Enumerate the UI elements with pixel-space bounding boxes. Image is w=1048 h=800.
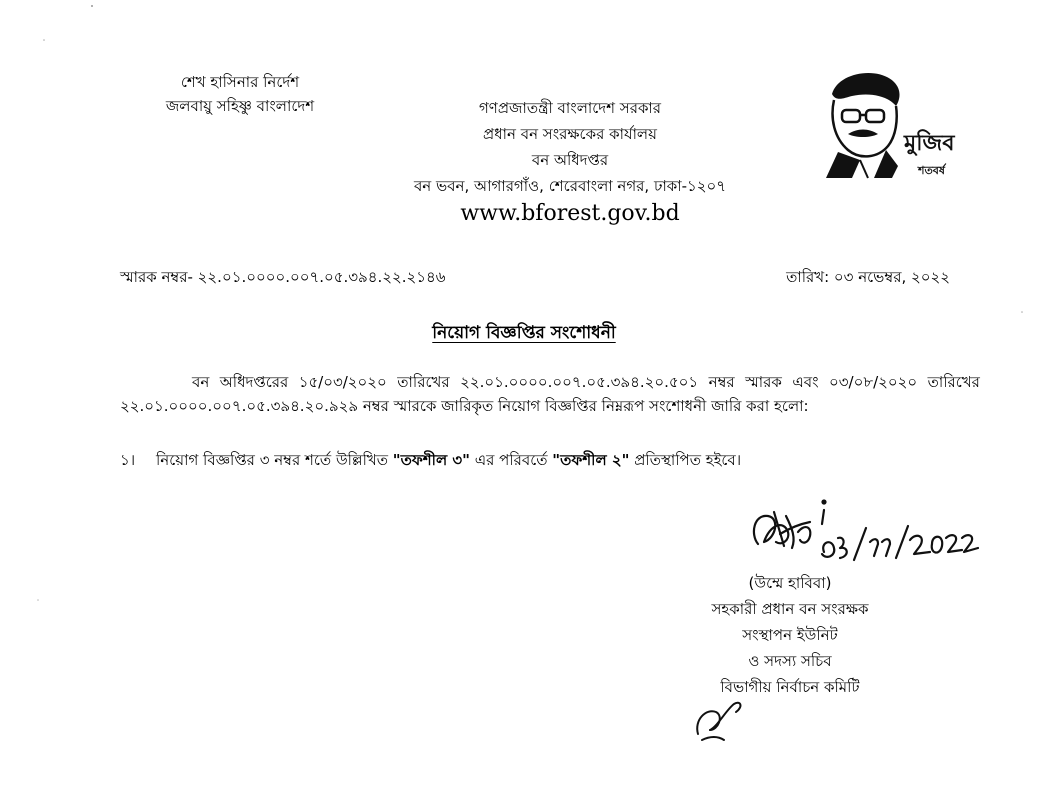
government-name: গণপ্রজাতন্ত্রী বাংলাদেশ সরকার [478, 99, 662, 117]
para-word: ২২.০১.০০০০.০০৭.০৫.৩৯৪.২০.৫০১ [460, 373, 699, 391]
mujib-centenary-logo [808, 66, 958, 181]
signatory-committee: বিভাগীয় নির্বাচন কমিটি [720, 678, 860, 696]
paragraph-line-1 [120, 370, 980, 394]
para-word: তারিখের [397, 373, 450, 391]
memo-line [120, 267, 950, 287]
website-url: www.bforest.gov.bd [460, 201, 680, 226]
logo-text: মুজিব [904, 131, 955, 156]
para-word: স্মারক [745, 373, 782, 391]
point-number: ১। [120, 451, 136, 469]
para-word: নম্বর [708, 373, 735, 391]
office-name: প্রধান বন সংরক্ষকের কার্যালয় [483, 125, 657, 143]
notice-body-paragraph [120, 370, 980, 418]
paragraph-line-2: ২২.০১.০০০০.০০৭.০৫.৩৯৪.২০.৯২৯ নম্বর স্মারকে জারিকৃত নিয়োগ বিজ্ঞপ্তির নিম্নরূপ সংশোধনী জারি করা হলো: [120, 397, 809, 415]
slogan-block [120, 70, 360, 118]
slogan-line-1: শেখ হাসিনার নির্দেশ [180, 73, 300, 91]
para-word: ০৩/০৮/২০২০ [829, 373, 918, 391]
point-text-post: প্রতিস্থাপিত হইবে। [629, 451, 742, 469]
initial-mark [690, 690, 750, 746]
logo-subtext: শতবর্ষ [918, 164, 945, 177]
office-address: বন ভবন, আগারগাঁও, শেরেবাংলা নগর, ঢাকা-১২০৭ [413, 177, 727, 195]
notice-title [0, 320, 1048, 348]
amendment-point-1 [120, 450, 980, 470]
schedule-new: "তফশীল ২" [552, 451, 630, 469]
office-address-block [380, 95, 760, 227]
para-word: বন [192, 373, 210, 391]
para-word: অধিদপ্তরের [219, 373, 289, 391]
para-word: ১৫/০৩/২০২০ [298, 373, 387, 391]
signatory-designation: সহকারী প্রধান বন সংরক্ষক [711, 600, 869, 618]
memo-date: তারিখ: ০৩ নভেম্বর, ২০২২ [786, 268, 950, 286]
signatory-unit: সংস্থাপন ইউনিট [742, 626, 838, 644]
para-word: তারিখের [927, 373, 980, 391]
signatory-role: ও সদস্য সচিব [748, 652, 832, 670]
handwritten-signature [740, 494, 980, 572]
memo-number: স্মারক নম্বর- ২২.০১.০০০০.০০৭.০৫.৩৯৪.২২.২১৪৬ [120, 268, 446, 286]
point-text-pre: নিয়োগ বিজ্ঞপ্তির ৩ নম্বর শর্তে উল্লিখিত [156, 451, 393, 469]
para-word: এবং [792, 373, 819, 391]
department-name: বন অধিদপ্তর [531, 151, 609, 169]
notice-title-text: নিয়োগ বিজ্ঞপ্তির সংশোধনী [432, 323, 616, 343]
signatory-name: (উম্মে হাবিবা) [748, 574, 832, 592]
signatory-block [690, 570, 890, 700]
schedule-old: "তফশীল ৩" [392, 451, 470, 469]
slogan-line-2: জলবায়ু সহিষ্ণু বাংলাদেশ [165, 97, 315, 115]
point-text-mid: এর পরিবর্তে [469, 451, 553, 469]
